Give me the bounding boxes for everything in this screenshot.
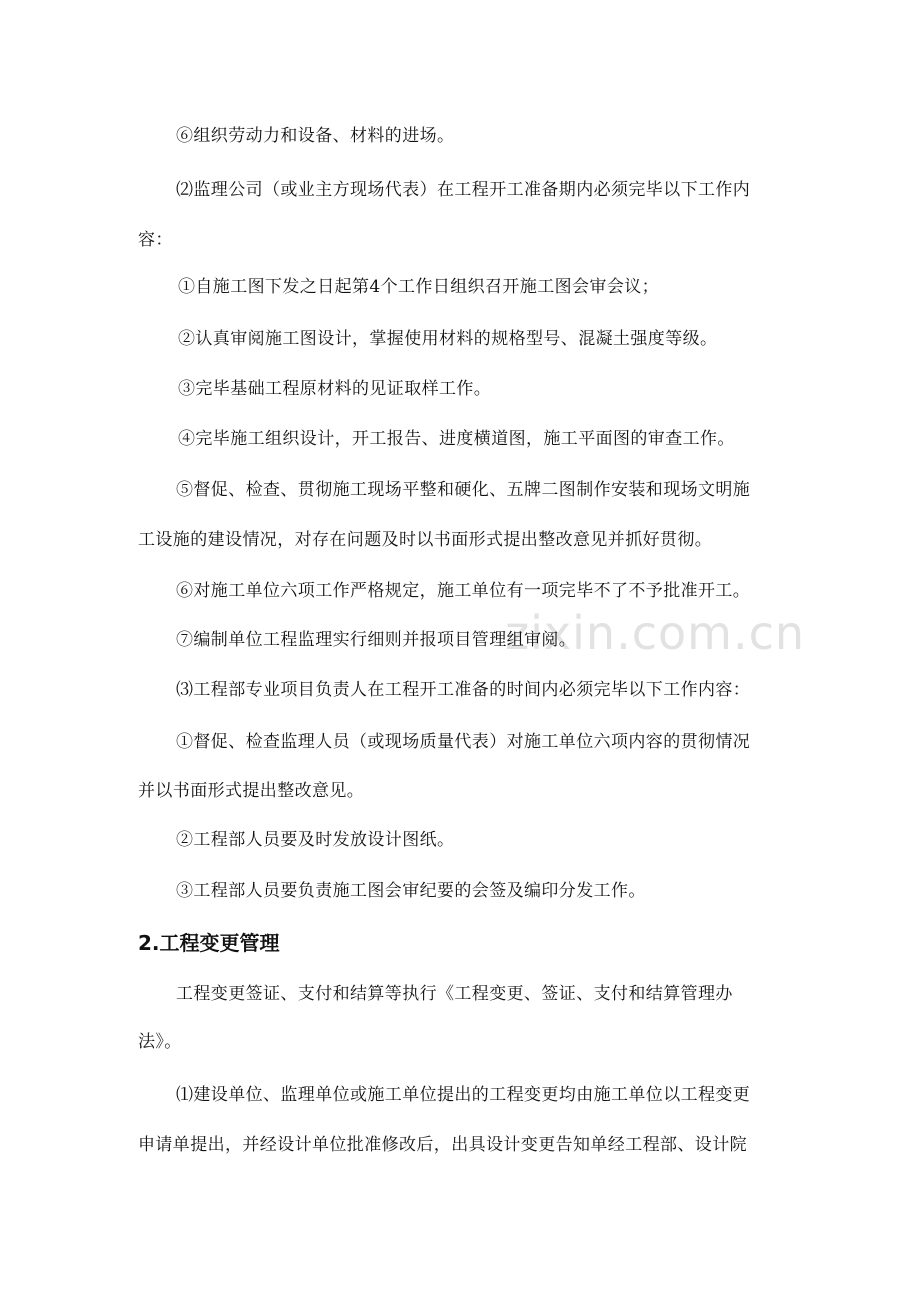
paragraph-line: ②工程部人员要及时发放设计图纸。 <box>176 830 455 850</box>
paragraph-line: ⑥对施工单位六项工作严格规定，施工单位有一项完毕不了不予批准开工。 <box>176 581 751 601</box>
paragraph-line: ⑦编制单位工程监理实行细则并报项目管理组审阅。 <box>176 630 577 650</box>
paragraph-line: 并以书面形式提出整改意见。 <box>138 781 365 801</box>
paragraph-line: 工程变更签证、支付和结算等执行《工程变更、签证、支付和结算管理办 <box>176 984 733 1004</box>
section-heading: 2.工程变更管理 <box>138 931 280 955</box>
paragraph-line: ③工程部人员要负责施工图会审纪要的会签及编印分发工作。 <box>176 881 646 901</box>
paragraph-line: ⑵监理公司（或业主方现场代表）在工程开工准备期内必须完毕以下工作内 <box>176 180 751 200</box>
paragraph-line: ⑤督促、检查、贯彻施工现场平整和硬化、五牌二图制作安装和现场文明施 <box>176 480 751 500</box>
paragraph-line: ②认真审阅施工图设计，掌握使用材料的规格型号、混凝土强度等级。 <box>178 329 718 349</box>
paragraph-line: 法》。 <box>138 1032 182 1052</box>
paragraph-line: ①自施工图下发之日起第4个工作日组织召开施工图会审会议； <box>178 277 660 297</box>
paragraph-line: 容： <box>138 230 173 250</box>
paragraph-line: 工设施的建设情况，对存在问题及时以书面形式提出整改意见并抓好贯彻。 <box>138 530 713 550</box>
paragraph-line: ⑥组织劳动力和设备、材料的进场。 <box>176 126 455 146</box>
paragraph-line: ④完毕施工组织设计，开工报告、进度横道图，施工平面图的审查工作。 <box>178 429 735 449</box>
paragraph-line: ①督促、检查监理人员（或现场质量代表）对施工单位六项内容的贯彻情况 <box>176 732 751 752</box>
paragraph-line: ⑴建设单位、监理单位或施工单位提出的工程变更均由施工单位以工程变更 <box>176 1085 751 1105</box>
paragraph-line: ⑶工程部专业项目负责人在工程开工准备的时间内必须完毕以下工作内容： <box>176 680 751 700</box>
paragraph-line: ③完毕基础工程原材料的见证取样工作。 <box>178 379 492 399</box>
paragraph-line: 申请单提出，并经设计单位批准修改后，出具设计变更告知单经工程部、设计院 <box>138 1135 747 1155</box>
watermark-text: zixin.com.cn <box>505 606 806 660</box>
